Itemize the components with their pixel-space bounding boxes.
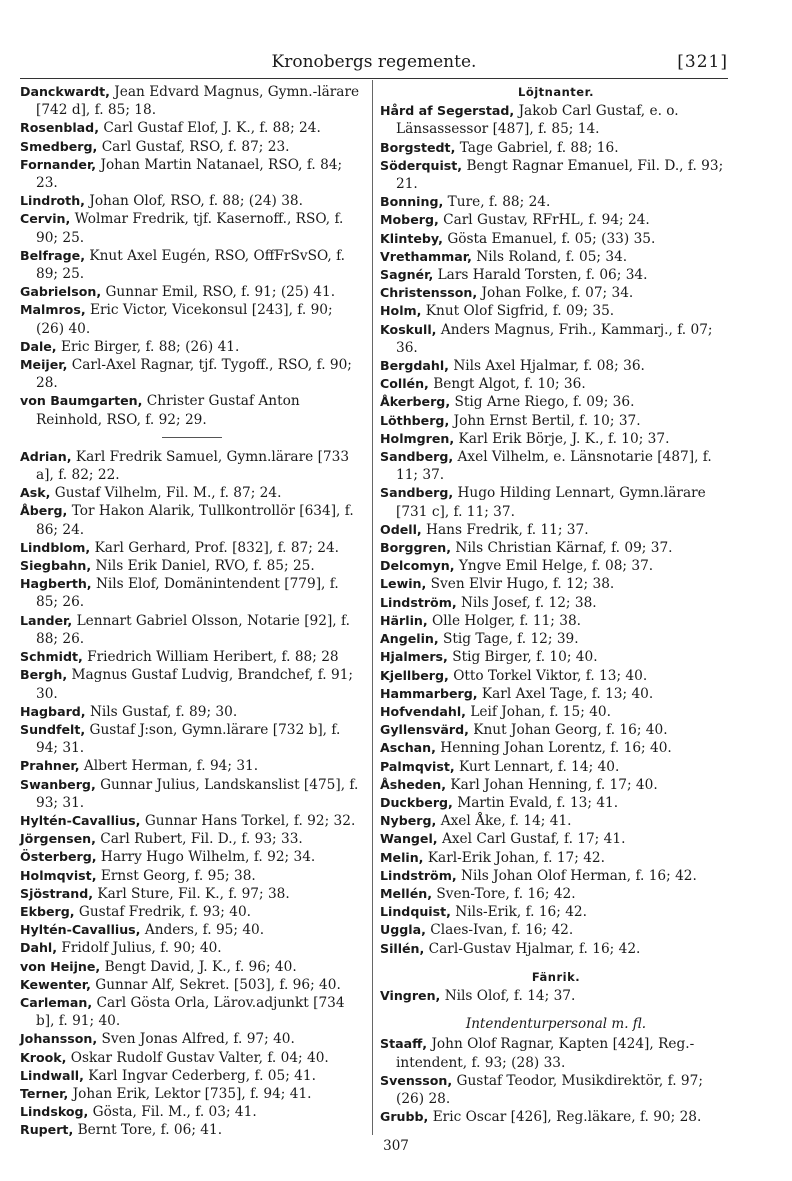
entry-name: Siegbahn, [20, 558, 92, 574]
list-item [380, 921, 732, 939]
entry-detail: Gösta, Fil. M., f. 03; 41. [92, 1104, 257, 1121]
entry-detail: Bengt Algot, f. 10; 36. [433, 376, 586, 393]
entry-detail: Nils Erik Daniel, RVO, f. 85; 25. [95, 558, 315, 575]
entry-detail: Karl Johan Henning, f. 17; 40. [450, 776, 658, 793]
entry-name: Åsheden, [380, 776, 447, 792]
entry-name: Kewenter, [20, 976, 91, 992]
entry-name: Sjöstrand, [20, 885, 94, 901]
list-item [20, 666, 364, 702]
entry-name: Swanberg, [20, 776, 96, 792]
list-item [380, 703, 732, 721]
entry-detail: Nils Christian Kärnaf, f. 09; 37. [455, 540, 673, 557]
entry-detail: Yngve Emil Helge, f. 08; 37. [458, 558, 654, 575]
entry-detail: Gustaf Vilhelm, Fil. M., f. 87; 24. [54, 485, 282, 502]
list-item [20, 484, 364, 502]
entry-detail: Anders Magnus, Frih., Kammarj., f. 07; 36. [396, 321, 713, 356]
list-item [380, 648, 732, 666]
entry-detail: Knut Olof Sigfrid, f. 09; 35. [425, 303, 615, 320]
section-separator [162, 437, 222, 438]
list-item [380, 940, 732, 958]
entry-detail: Lars Harald Torsten, f. 06; 34. [437, 267, 648, 284]
entry-detail: Knut Johan Georg, f. 16; 40. [473, 722, 668, 739]
list-item [20, 356, 364, 392]
entry-name: Hofvendahl, [380, 703, 466, 719]
list-item [380, 321, 732, 357]
list-item [20, 994, 364, 1030]
list-item [380, 594, 732, 612]
entry-detail: Carl Rubert, Fil. D., f. 93; 33. [100, 831, 303, 848]
entry-name: Adrian, [20, 448, 72, 464]
entry-name: Lewin, [380, 576, 427, 592]
entry-detail: Harry Hugo Wilhelm, f. 92; 34. [100, 849, 316, 866]
entry-name: Lindström, [380, 594, 457, 610]
list-item [380, 393, 732, 411]
list-item [380, 575, 732, 593]
entry-detail: Nils Roland, f. 05; 34. [476, 248, 628, 265]
entry-name: Grubb, [380, 1109, 429, 1125]
entry-detail: Carl Gösta Orla, Lärov.adjunkt [734 b], f. 91; 40. [36, 994, 345, 1030]
list-item [380, 776, 732, 794]
section-heading-fanrik: Fänrik. [531, 969, 581, 984]
list-item [20, 301, 364, 337]
list-item [20, 1121, 364, 1139]
list-item [380, 412, 732, 430]
entry-name: Härlin, [380, 612, 428, 628]
list-item [20, 448, 364, 484]
list-item [380, 1108, 732, 1126]
entry-name: Uggla, [380, 922, 426, 938]
entry-detail: Carl Gustav, RFrHL, f. 94; 24. [443, 212, 650, 229]
section-heading-intendenturpersonal: Intendenturpersonal m. fl. [465, 1016, 647, 1033]
entry-name: Vrethammar, [380, 248, 472, 264]
entry-detail: Nils Axel Hjalmar, f. 08; 36. [453, 358, 645, 375]
entry-detail: Karl Erik Börje, J. K., f. 10; 37. [458, 430, 670, 447]
entry-detail: Nils Gustaf, f. 89; 30. [89, 703, 238, 720]
list-item [380, 667, 732, 685]
list-item [20, 83, 364, 119]
list-item [20, 830, 364, 848]
entry-name: Rupert, [20, 1122, 74, 1138]
entry-detail: Fridolf Julius, f. 90; 40. [61, 940, 222, 957]
list-item [20, 392, 364, 428]
entry-detail: Stig Arne Riego, f. 09; 36. [454, 394, 635, 411]
entry-detail: Gunnar Hans Torkel, f. 92; 32. [144, 812, 356, 829]
entry-name: Åkerberg, [380, 394, 451, 410]
list-item [380, 685, 732, 703]
entry-detail: Hugo Hilding Lennart, Gymn.lärare [731 c], f. 11; 37. [396, 485, 706, 520]
entry-detail: Martin Evald, f. 13; 41. [457, 794, 619, 811]
entry-name: Nyberg, [380, 813, 437, 829]
entry-name: Melin, [380, 849, 424, 865]
list-item [20, 192, 364, 210]
entry-detail: Johan Martin Natanael, RSO, f. 84; 23. [36, 156, 343, 192]
entry-name: Johansson, [20, 1031, 98, 1047]
list-item [20, 812, 364, 830]
entry-name: Christensson, [380, 285, 478, 301]
entry-detail: Carl Gustaf Elof, J. K., f. 88; 24. [103, 120, 321, 137]
entry-name: Söderquist, [380, 157, 463, 173]
list-item [20, 848, 364, 866]
entry-detail: Nils-Erik, f. 16; 42. [455, 904, 587, 921]
entry-name: Terner, [20, 1085, 69, 1101]
list-item [380, 758, 732, 776]
entry-name: Delcomyn, [380, 558, 455, 574]
entry-name: Holm, [380, 303, 422, 319]
entry-name: Hagbard, [20, 703, 86, 719]
entry-name: Borgstedt, [380, 139, 456, 155]
entry-name: Rosenblad, [20, 120, 99, 136]
entry-detail: Knut Axel Eugén, RSO, OffFrSvSO, f. 89; 25. [36, 247, 346, 283]
entry-name: Bergdahl, [380, 358, 449, 374]
entry-detail: Gunnar Julius, Landskanslist [475], f. 93; 31. [36, 776, 359, 811]
entry-name: von Baumgarten, [20, 393, 143, 409]
entry-name: Hård af Segerstad, [380, 103, 515, 119]
entry-detail: Gösta Emanuel, f. 05; (33) 35. [447, 230, 656, 247]
entry-detail: Wolmar Fredrik, tjf. Kasernoff., RSO, f. 90; 25. [36, 211, 344, 246]
list-item [20, 921, 364, 939]
entry-name: Österberg, [20, 849, 97, 865]
entry-name: Vingren, [380, 987, 441, 1003]
entry-detail: Eric Victor, Vicekonsul [243], f. 90; (26) 40. [36, 302, 333, 337]
entry-name: Klinteby, [380, 230, 443, 246]
page-reference-number: [321] [677, 52, 728, 72]
list-item [380, 521, 732, 539]
entry-name: Sagnér, [380, 267, 434, 283]
entry-name: Malmros, [20, 302, 86, 318]
list-item [380, 867, 732, 885]
entry-name: Mellén, [380, 885, 432, 901]
entry-name: Danckwardt, [20, 84, 110, 99]
entry-name: Carleman, [20, 994, 93, 1010]
entry-name: Borggren, [380, 540, 451, 556]
entry-detail: Karl Sture, Fil. K., f. 97; 38. [97, 885, 290, 902]
list-item [20, 703, 364, 721]
entry-detail: Jakob Carl Gustaf, e. o. Länsassessor [487], f. 85; 14. [396, 103, 679, 138]
entry-name: Aschan, [380, 740, 436, 756]
entry-detail: Christer Gustaf Anton Reinhold, RSO, f. 92; 29. [36, 393, 300, 428]
entry-list-right-2 [380, 987, 732, 1005]
entry-detail: Gustaf Teodor, Musikdirektör, f. 97; (26) 28. [396, 1072, 703, 1107]
list-item [20, 247, 364, 283]
entry-name: Holmqvist, [20, 867, 97, 883]
entry-detail: Leif Johan, f. 15; 40. [470, 703, 611, 720]
entry-name: Ekberg, [20, 903, 75, 919]
list-item [20, 138, 364, 156]
entry-detail: Lennart Gabriel Olsson, Notarie [92], f. 88; 26. [36, 612, 350, 647]
list-item [380, 357, 732, 375]
list-item [20, 903, 364, 921]
list-item [380, 630, 732, 648]
entry-detail: Tage Gabriel, f. 88; 16. [459, 139, 619, 156]
left-column [20, 83, 364, 1140]
entry-name: Prahner, [20, 758, 80, 774]
entry-detail: Karl-Erik Johan, f. 17; 42. [427, 849, 605, 866]
entry-name: von Heijne, [20, 958, 101, 974]
entry-detail: Hans Fredrik, f. 11; 37. [426, 521, 589, 538]
list-item [20, 1085, 364, 1103]
entry-name: Bonning, [380, 194, 444, 210]
entry-detail: Bengt Ragnar Emanuel, Fil. D., f. 93; 21. [396, 157, 724, 193]
entry-name: Dale, [20, 338, 57, 354]
list-item [380, 430, 732, 448]
right-column [380, 83, 732, 1126]
list-item [380, 193, 732, 211]
list-item [380, 157, 732, 193]
list-item [20, 939, 364, 957]
list-item [20, 958, 364, 976]
list-item [20, 1049, 364, 1067]
entry-detail: Karl Ingvar Cederberg, f. 05; 41. [88, 1067, 316, 1084]
list-item [20, 885, 364, 903]
entry-detail: Axel Åke, f. 14; 41. [440, 813, 572, 830]
list-item [20, 156, 364, 192]
list-item [20, 575, 364, 611]
list-item [20, 557, 364, 575]
entry-detail: Olle Holger, f. 11; 38. [432, 612, 582, 629]
entry-name: Hammarberg, [380, 685, 478, 701]
entry-name: Moberg, [380, 212, 439, 228]
entry-name: Schmidt, [20, 649, 83, 665]
list-item [380, 211, 732, 229]
entry-name: Dahl, [20, 940, 58, 956]
entry-detail: Sven-Tore, f. 16; 42. [436, 885, 576, 902]
entry-detail: Johan Folke, f. 07; 34. [481, 285, 634, 302]
entry-list-left-2 [20, 448, 364, 1140]
entry-name: Lindroth, [20, 193, 85, 209]
page-header [20, 50, 728, 79]
entry-name: Cervin, [20, 211, 71, 227]
entry-name: Lindskog, [20, 1104, 89, 1120]
list-item [20, 119, 364, 137]
entry-name: Sundfelt, [20, 721, 86, 737]
page-number: 307 [383, 1138, 409, 1154]
entry-detail: Eric Birger, f. 88; (26) 41. [60, 338, 240, 355]
entry-detail: Karl Axel Tage, f. 13; 40. [481, 685, 654, 702]
list-item [20, 1103, 364, 1121]
entry-name: Gyllensvärd, [380, 722, 469, 738]
list-item [20, 1067, 364, 1085]
entry-detail: Axel Carl Gustaf, f. 17; 41. [441, 831, 626, 848]
entry-detail: Johan Olof, RSO, f. 88; (24) 38. [89, 193, 303, 210]
entry-detail: Gunnar Emil, RSO, f. 91; (25) 41. [105, 284, 336, 301]
list-item [380, 830, 732, 848]
entry-name: Belfrage, [20, 247, 85, 263]
list-item [380, 1072, 732, 1108]
entry-detail: Stig Birger, f. 10; 40. [452, 649, 598, 666]
list-item [20, 612, 364, 648]
list-item [380, 885, 732, 903]
entry-detail: Sven Elvir Hugo, f. 12; 38. [430, 576, 615, 593]
entry-name: Kjellberg, [380, 667, 449, 683]
list-item [20, 976, 364, 994]
entry-detail: Eric Oscar [426], Reg.läkare, f. 90; 28. [432, 1109, 702, 1126]
entry-detail: Magnus Gustaf Ludvig, Brandchef, f. 91; 30. [36, 667, 354, 702]
list-item [20, 338, 364, 356]
list-item [380, 139, 732, 157]
entry-name: Hyltén-Cavallius, [20, 812, 141, 828]
list-item [380, 484, 732, 520]
list-item [20, 648, 364, 666]
list-item [380, 739, 732, 757]
entry-detail: Carl-Axel Ragnar, tjf. Tygoff., RSO, f. 90; 28. [36, 357, 352, 392]
list-item [380, 794, 732, 812]
entry-detail: Ernst Georg, f. 95; 38. [100, 867, 256, 884]
list-item [380, 557, 732, 575]
entry-detail: Ture, f. 88; 24. [447, 194, 551, 211]
entry-detail: Nils Josef, f. 12; 38. [460, 594, 597, 611]
entry-detail: Gunnar Alf, Sekret. [503], f. 96; 40. [95, 976, 341, 993]
entry-name: Holmgren, [380, 430, 455, 446]
list-item [380, 284, 732, 302]
entry-detail: Bernt Tore, f. 06; 41. [77, 1122, 223, 1139]
entry-detail: Otto Torkel Viktor, f. 13; 40. [453, 667, 648, 684]
list-item [380, 812, 732, 830]
list-item [20, 539, 364, 557]
entry-detail: John Ernst Bertil, f. 10; 37. [453, 412, 641, 429]
entry-detail: Anders, f. 95; 40. [144, 922, 265, 939]
entry-list-left-1 [20, 83, 364, 429]
entry-name: Meijer, [20, 357, 68, 373]
entry-name: Odell, [380, 521, 422, 537]
list-item [20, 867, 364, 885]
entry-name: Duckberg, [380, 794, 453, 810]
list-item [20, 1030, 364, 1048]
list-item [380, 248, 732, 266]
entry-detail: Claes-Ivan, f. 16; 42. [430, 922, 574, 939]
list-item [20, 721, 364, 757]
list-item [380, 1035, 732, 1071]
list-item [380, 612, 732, 630]
entry-name: Sandberg, [380, 449, 454, 465]
entry-detail: Jean Edvard Magnus, Gymn.-lärare [742 d], f. 85; 18. [36, 84, 360, 119]
entry-name: Hyltén-Cavallius, [20, 922, 141, 938]
entry-name: Gabrielson, [20, 284, 102, 300]
list-item [380, 849, 732, 867]
list-item [20, 210, 364, 246]
entry-detail: Sven Jonas Alfred, f. 97; 40. [101, 1031, 295, 1048]
list-item [380, 375, 732, 393]
entry-name: Palmqvist, [380, 758, 455, 774]
entry-name: Sillén, [380, 940, 425, 956]
entry-detail: Johan Erik, Lektor [735], f. 94; 41. [72, 1085, 312, 1102]
entry-name: Fornander, [20, 156, 97, 172]
entry-name: Smedberg, [20, 138, 98, 154]
list-item [380, 721, 732, 739]
entry-name: Lindström, [380, 867, 457, 883]
entry-detail: Kurt Lennart, f. 14; 40. [459, 758, 620, 775]
entry-name: Krook, [20, 1049, 67, 1065]
entry-name: Hagberth, [20, 576, 92, 592]
entry-name: Koskull, [380, 321, 437, 337]
list-item [380, 448, 732, 484]
entry-detail: Carl Gustaf, RSO, f. 87; 23. [101, 138, 290, 155]
entry-list-right-3 [380, 1035, 732, 1126]
entry-name: Sandberg, [380, 485, 454, 501]
list-item [380, 302, 732, 320]
entry-name: Collén, [380, 376, 429, 392]
entry-name: Lindquist, [380, 904, 451, 920]
entry-name: Hjalmers, [380, 649, 448, 665]
list-item [380, 903, 732, 921]
entry-name: Lindblom, [20, 539, 91, 555]
list-item [380, 987, 732, 1005]
entry-detail: Nils Elof, Domänintendent [779], f. 85; 26. [36, 576, 339, 611]
entry-name: Bergh, [20, 667, 68, 683]
section-heading-lojtnanter: Löjtnanter. [518, 85, 594, 99]
entry-detail: Axel Vilhelm, e. Länsnotarie [487], f. 11; 37. [396, 449, 712, 484]
list-item [380, 266, 732, 284]
entry-detail: Oskar Rudolf Gustav Valter, f. 04; 40. [70, 1049, 329, 1066]
entry-detail: Nils Johan Olof Herman, f. 16; 42. [460, 867, 697, 884]
entry-name: Angelin, [380, 631, 439, 647]
entry-detail: John Olof Ragnar, Kapten [424], Reg.-intendent, f. 93; (28) 33. [396, 1036, 695, 1071]
entry-name: Lander, [20, 612, 73, 628]
entry-name: Jörgensen, [20, 831, 96, 847]
entry-name: Staaff, [380, 1036, 428, 1052]
entry-name: Åberg, [20, 503, 68, 519]
entry-name: Wangel, [380, 831, 438, 847]
entry-name: Löthberg, [380, 412, 450, 428]
entry-detail: Friedrich William Heribert, f. 88; 28 [87, 649, 339, 666]
list-item [20, 757, 364, 775]
entry-name: Lindwall, [20, 1067, 84, 1083]
entry-detail: Bengt David, J. K., f. 96; 40. [104, 958, 297, 975]
column-divider [372, 80, 373, 1135]
entry-detail: Carl-Gustav Hjalmar, f. 16; 42. [428, 940, 641, 957]
entry-detail: Gustaf Fredrik, f. 93; 40. [78, 903, 252, 920]
entry-detail: Nils Olof, f. 14; 37. [444, 987, 576, 1004]
entry-list-right-1 [380, 102, 732, 958]
list-item [20, 283, 364, 301]
entry-detail: Henning Johan Lorentz, f. 16; 40. [440, 740, 672, 757]
list-item [20, 502, 364, 538]
entry-detail: Gustaf J:son, Gymn.lärare [732 b], f. 94; 31. [36, 721, 341, 757]
list-item [380, 230, 732, 248]
entry-detail: Karl Gerhard, Prof. [832], f. 87; 24. [94, 539, 340, 556]
list-item [20, 776, 364, 812]
list-item [380, 102, 732, 138]
entry-name: Svensson, [380, 1072, 453, 1088]
entry-name: Ask, [20, 485, 51, 501]
entry-detail: Albert Herman, f. 94; 31. [83, 758, 259, 775]
list-item [380, 539, 732, 557]
entry-detail: Stig Tage, f. 12; 39. [443, 631, 579, 648]
entry-detail: Tor Hakon Alarik, Tullkontrollör [634], f. 86; 24. [36, 503, 354, 538]
entry-detail: Karl Fredrik Samuel, Gymn.lärare [733 a], f. 82; 22. [36, 448, 350, 484]
page-title: Kronobergs regemente. [271, 52, 477, 72]
